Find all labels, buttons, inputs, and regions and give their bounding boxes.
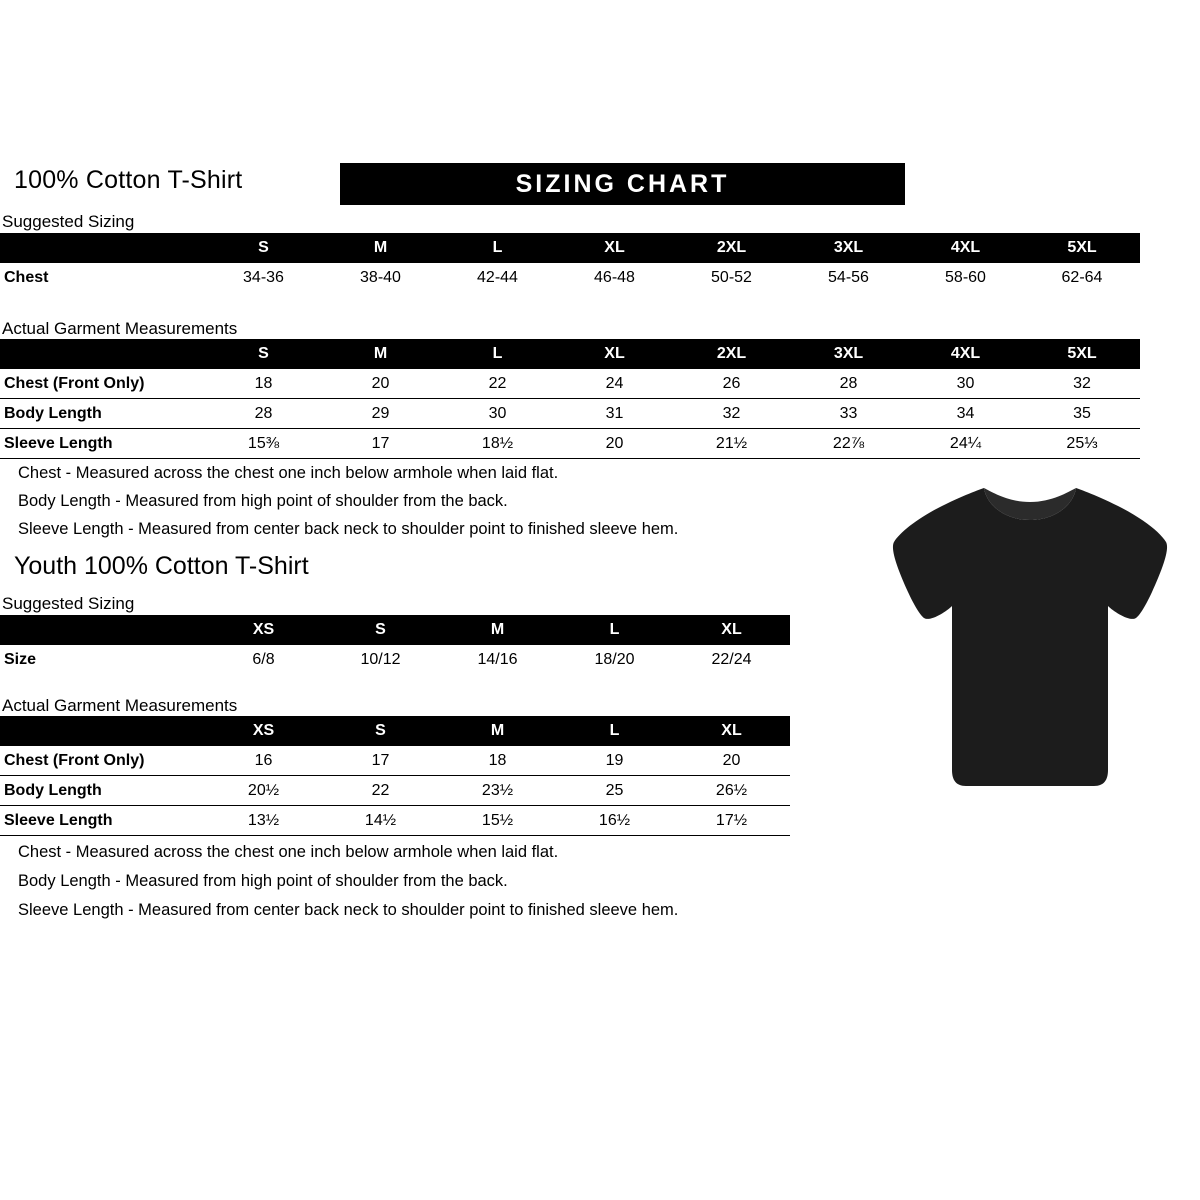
row-label: Chest xyxy=(4,268,49,286)
column-header-4xl: 4XL xyxy=(907,339,1024,369)
youth-note-sleeve-length: Sleeve Length - Measured from center back neck to shoulder point to finished sleeve hem. xyxy=(18,901,679,919)
column-header-s: S xyxy=(322,716,439,746)
column-header-2xl: 2XL xyxy=(673,233,790,263)
column-header-s: S xyxy=(205,233,322,263)
table-cell: 20 xyxy=(722,751,741,769)
table-cell: 22 xyxy=(488,374,507,392)
table-row xyxy=(0,645,790,674)
table-row xyxy=(0,263,1140,292)
table-cell: 18 xyxy=(254,374,273,392)
table-cell: 32 xyxy=(1073,374,1091,392)
table-cell: 35 xyxy=(1073,404,1091,422)
adult-actual-measurements-label: Actual Garment Measurements xyxy=(2,319,238,338)
table-cell: 62-64 xyxy=(1061,268,1103,286)
column-header-5xl: 5XL xyxy=(1024,339,1140,369)
youth-suggested-sizing-table xyxy=(0,615,790,674)
table-cell: 25⅓ xyxy=(1066,434,1098,452)
row-label: Sleeve Length xyxy=(4,811,113,829)
table-cell: 10/12 xyxy=(360,650,401,668)
adult-suggested-sizing-table xyxy=(0,233,1140,292)
table-cell: 25 xyxy=(605,781,624,799)
table-header-row xyxy=(0,233,1140,263)
table-cell: 54-56 xyxy=(828,268,869,286)
table-cell: 31 xyxy=(605,404,624,422)
table-cell: 18 xyxy=(488,751,507,769)
column-header-l: L xyxy=(556,716,673,746)
table-cell: 20½ xyxy=(247,781,280,799)
column-header-xs: XS xyxy=(205,615,322,645)
table-cell: 18/20 xyxy=(594,650,635,668)
table-header-row xyxy=(0,716,790,746)
table-cell: 17½ xyxy=(715,811,748,829)
column-header-m: M xyxy=(439,615,556,645)
column-header-3xl: 3XL xyxy=(790,339,907,369)
row-label: Size xyxy=(4,650,37,668)
table-cell: 33 xyxy=(839,404,858,422)
table-row xyxy=(0,429,1140,459)
adult-actual-measurements-table xyxy=(0,339,1140,459)
table-cell: 6/8 xyxy=(252,650,275,668)
column-header-xl: XL xyxy=(556,233,673,263)
table-row xyxy=(0,806,790,836)
column-header-3xl: 3XL xyxy=(790,233,907,263)
table-cell: 13½ xyxy=(247,811,280,829)
table-cell: 32 xyxy=(722,404,741,422)
sizing-chart-banner xyxy=(340,163,905,205)
sizing-chart-banner-label: SIZING CHART xyxy=(515,170,730,198)
table-cell: 17 xyxy=(371,434,390,452)
column-header-4xl: 4XL xyxy=(907,233,1024,263)
table-row xyxy=(0,399,1140,429)
table-cell: 29 xyxy=(371,404,390,422)
table-corner-cell xyxy=(0,233,205,263)
table-cell: 28 xyxy=(254,404,273,422)
table-cell: 23½ xyxy=(481,781,514,799)
table-cell: 22/24 xyxy=(711,650,752,668)
row-label: Body Length xyxy=(4,404,102,422)
column-header-2xl: 2XL xyxy=(673,339,790,369)
tshirt-icon xyxy=(880,470,1180,810)
table-cell: 14/16 xyxy=(477,650,518,668)
table-cell: 24 xyxy=(605,374,624,392)
column-header-xs: XS xyxy=(205,716,322,746)
adult-suggested-sizing-label: Suggested Sizing xyxy=(2,212,135,231)
table-cell: 15½ xyxy=(481,811,514,829)
column-header-5xl: 5XL xyxy=(1024,233,1140,263)
table-cell: 21½ xyxy=(715,434,748,452)
table-corner-cell xyxy=(0,716,205,746)
table-cell: 20 xyxy=(371,374,390,392)
column-header-l: L xyxy=(439,233,556,263)
table-cell: 28 xyxy=(839,374,858,392)
table-cell: 30 xyxy=(488,404,507,422)
column-header-m: M xyxy=(439,716,556,746)
table-cell: 14½ xyxy=(364,811,397,829)
column-header-l: L xyxy=(556,615,673,645)
table-header-row xyxy=(0,339,1140,369)
row-label: Body Length xyxy=(4,781,102,799)
column-header-xl: XL xyxy=(556,339,673,369)
row-label: Chest (Front Only) xyxy=(4,751,145,769)
table-row xyxy=(0,746,790,776)
adult-note-chest: Chest - Measured across the chest one inch below armhole when laid flat. xyxy=(18,464,559,482)
youth-product-title: Youth 100% Cotton T-Shirt xyxy=(14,552,309,580)
tshirt-illustration xyxy=(880,470,1180,810)
row-label: Chest (Front Only) xyxy=(4,374,145,392)
youth-note-chest: Chest - Measured across the chest one inch below armhole when laid flat. xyxy=(18,843,559,861)
table-cell: 30 xyxy=(956,374,975,392)
youth-actual-measurements-table xyxy=(0,716,790,836)
table-cell: 16 xyxy=(254,751,273,769)
table-cell: 18½ xyxy=(481,434,514,452)
column-header-xl: XL xyxy=(673,716,790,746)
row-label: Sleeve Length xyxy=(4,434,113,452)
column-header-xl: XL xyxy=(673,615,790,645)
column-header-s: S xyxy=(322,615,439,645)
table-cell: 22 xyxy=(371,781,390,799)
table-row xyxy=(0,776,790,806)
table-cell: 16½ xyxy=(598,811,631,829)
table-cell: 34 xyxy=(956,404,975,422)
youth-suggested-sizing-label: Suggested Sizing xyxy=(2,594,135,613)
adult-product-title: 100% Cotton T-Shirt xyxy=(14,166,243,194)
adult-note-sleeve-length: Sleeve Length - Measured from center back neck to shoulder point to finished sleeve hem. xyxy=(18,520,679,538)
table-cell: 38-40 xyxy=(360,268,401,286)
column-header-s: S xyxy=(205,339,322,369)
table-corner-cell xyxy=(0,339,205,369)
table-cell: 26½ xyxy=(715,781,748,799)
table-cell: 58-60 xyxy=(945,268,986,286)
table-row xyxy=(0,369,1140,399)
table-cell: 19 xyxy=(605,751,624,769)
table-cell: 42-44 xyxy=(477,268,518,286)
youth-actual-measurements-label: Actual Garment Measurements xyxy=(2,696,238,715)
table-cell: 26 xyxy=(722,374,741,392)
table-cell: 50-52 xyxy=(711,268,752,286)
table-cell: 34-36 xyxy=(243,268,284,286)
column-header-m: M xyxy=(322,339,439,369)
table-corner-cell xyxy=(0,615,205,645)
column-header-m: M xyxy=(322,233,439,263)
table-cell: 20 xyxy=(605,434,624,452)
table-header-row xyxy=(0,615,790,645)
table-cell: 24¼ xyxy=(949,434,982,452)
youth-note-body-length: Body Length - Measured from high point of shoulder from the back. xyxy=(18,872,508,890)
table-cell: 22⅞ xyxy=(832,434,865,452)
table-cell: 46-48 xyxy=(594,268,635,286)
table-cell: 17 xyxy=(371,751,390,769)
adult-note-body-length: Body Length - Measured from high point of shoulder from the back. xyxy=(18,492,508,510)
column-header-l: L xyxy=(439,339,556,369)
table-cell: 15⅜ xyxy=(247,434,280,452)
